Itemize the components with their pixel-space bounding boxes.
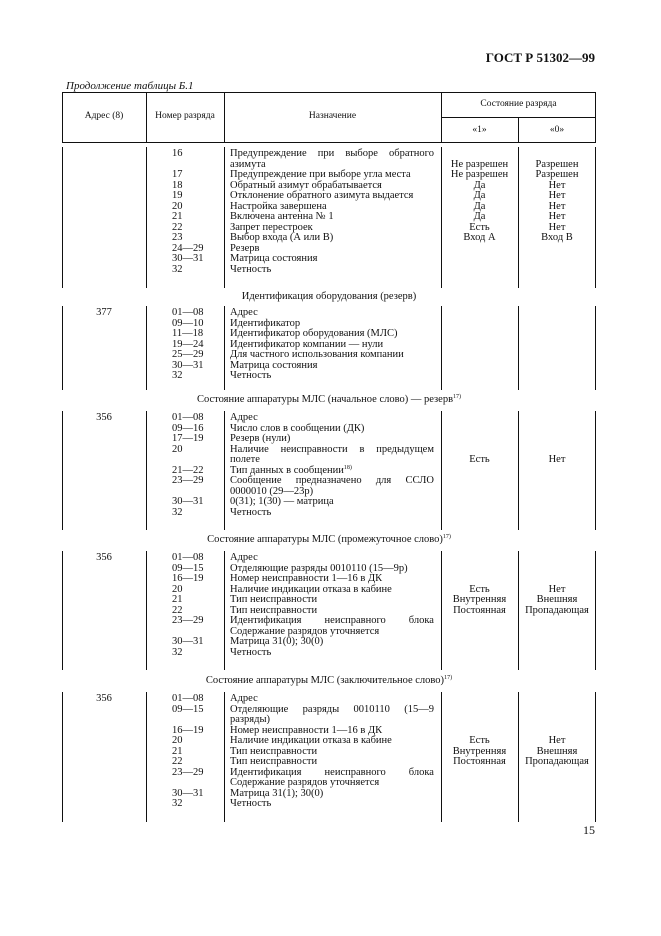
- bit-number: 17: [172, 169, 183, 180]
- purpose-text: Четность: [230, 506, 272, 518]
- purpose-text: Тип неисправности: [230, 745, 318, 757]
- bit-number: 16: [172, 148, 183, 159]
- bit-number: 11—18: [172, 328, 204, 339]
- state-0-value: Нет: [548, 221, 566, 233]
- column-divider: [224, 411, 225, 530]
- purpose-text: Отделяющие разряды 0010110 (15—9: [230, 703, 434, 715]
- column-header-state-0: «0»: [549, 125, 565, 135]
- purpose-text: Содержание разрядов уточняется: [230, 625, 380, 637]
- state-0-value: Вход В: [541, 232, 573, 243]
- state-1-value: Да: [473, 179, 486, 191]
- state-1-value: Да: [473, 200, 486, 212]
- purpose-text: Идентификатор: [230, 317, 301, 329]
- column-divider: [441, 306, 442, 390]
- header-bottom-border: [62, 142, 596, 143]
- bit-number: 23—29: [172, 766, 204, 778]
- bit-number: 21: [172, 594, 183, 605]
- state-0-value: Нет: [548, 583, 566, 595]
- state-1-value: Постоянная: [453, 604, 506, 616]
- bit-number: 32: [172, 263, 183, 275]
- bit-number: 30—31: [172, 787, 204, 799]
- purpose-text: Четность: [230, 798, 272, 809]
- bit-number: 16—19: [172, 573, 204, 584]
- state-1-value: Не разрешен: [450, 158, 509, 170]
- column-header-bit-state: Состояние разряда: [480, 99, 557, 109]
- purpose-text: Матрица 31(0); 30(0): [230, 636, 324, 647]
- bit-number: 22: [172, 756, 183, 767]
- table-left-border: [62, 306, 63, 390]
- state-0-value: Нет: [548, 190, 566, 201]
- state-0-value: Нет: [548, 735, 566, 746]
- bit-number: 32: [172, 506, 183, 518]
- purpose-text: Предупреждение при выборе обратного: [230, 148, 434, 159]
- table-left-border: [62, 692, 63, 822]
- table-top-border: [62, 92, 596, 93]
- state-1-value: Не разрешен: [450, 169, 509, 180]
- purpose-text: Предупреждение при выборе угла места: [230, 169, 411, 180]
- state-1-value: Есть: [469, 583, 490, 595]
- bit-number: 19—24: [172, 338, 204, 350]
- purpose-text: Запрет перестроек: [230, 221, 313, 233]
- state-1-value: Есть: [469, 735, 490, 746]
- state-0-value: Внешняя: [536, 594, 578, 605]
- footnote-ref: 17): [442, 534, 451, 540]
- bit-number: 17—19: [172, 433, 204, 444]
- purpose-text: Адрес: [230, 412, 258, 423]
- bit-number: 09—15: [172, 562, 204, 574]
- column-divider: [441, 411, 442, 530]
- bit-number: 22: [172, 604, 183, 616]
- table-continuation-caption: Продолжение таблицы Б.1: [66, 80, 194, 92]
- page-number: 15: [583, 823, 595, 837]
- purpose-text: разряды): [230, 714, 271, 725]
- data-table: [62, 92, 596, 822]
- address-value: 356: [96, 693, 112, 704]
- purpose-text: Идентификатор оборудования (МЛС): [230, 328, 398, 339]
- column-divider: [146, 147, 147, 288]
- state-0-value: Разрешен: [535, 169, 579, 180]
- bit-number: 23—29: [172, 475, 204, 486]
- purpose-text: Резерв: [230, 242, 260, 254]
- purpose-text: Идентификатор компании — нули: [230, 338, 384, 350]
- bit-number: 09—15: [172, 703, 204, 715]
- bit-number: 19: [172, 190, 183, 201]
- bit-number: 23: [172, 232, 183, 243]
- bit-number: 22: [172, 221, 183, 233]
- bit-number: 21: [172, 745, 183, 757]
- purpose-text: Тип неисправности: [230, 756, 318, 767]
- state-1-value: Вход А: [463, 232, 496, 243]
- column-divider: [224, 692, 225, 822]
- purpose-text: Четность: [230, 646, 272, 658]
- state-0-value: Пропадающая: [525, 604, 589, 616]
- purpose-text: Отклонение обратного азимута выдается: [230, 190, 414, 201]
- bit-number: 09—16: [172, 422, 204, 434]
- purpose-text: Отделяющие разряды 0010110 (15—9р): [230, 562, 408, 574]
- footnote-ref: 17): [444, 675, 453, 681]
- purpose-text: Идентификация неисправного блока: [230, 615, 434, 626]
- column-divider: [518, 411, 519, 530]
- section-title: Идентификация оборудования (резерв): [241, 291, 417, 302]
- address-value: 356: [96, 412, 112, 423]
- bit-number: 01—08: [172, 307, 204, 318]
- state-0-value: Разрешен: [535, 158, 579, 170]
- bit-number: 32: [172, 646, 183, 658]
- purpose-text: Матрица состояния: [230, 253, 318, 264]
- footnote-ref: 18): [343, 464, 352, 471]
- bit-number: 30—31: [172, 359, 204, 371]
- bit-number: 20: [172, 583, 183, 595]
- column-divider: [224, 551, 225, 670]
- purpose-text: Идентификация неисправного блока: [230, 766, 434, 778]
- column-header-state-1: «1»: [472, 125, 487, 135]
- state-1-value: Внутренняя: [452, 745, 507, 757]
- purpose-text: Тип неисправности: [230, 604, 318, 616]
- bit-number: 24—29: [172, 242, 204, 254]
- purpose-text: Содержание разрядов уточняется: [230, 777, 380, 788]
- bit-number: 01—08: [172, 552, 204, 563]
- bit-number: 01—08: [172, 412, 204, 423]
- purpose-text: 0000010 (29—23р): [230, 485, 314, 497]
- column-divider: [224, 147, 225, 288]
- table-left-border: [62, 411, 63, 530]
- state-1-value: Да: [473, 190, 486, 201]
- bit-number: 18: [172, 179, 183, 191]
- column-header-purpose: Назначение: [308, 111, 357, 121]
- table-right-border: [595, 306, 596, 390]
- column-header-address: Адрес (8): [84, 111, 124, 121]
- section-title: Состояние аппаратуры МЛС (заключительное слово)$^{17)}$: [205, 675, 453, 686]
- bit-number: 20: [172, 443, 183, 455]
- state-0-value: Нет: [548, 211, 566, 222]
- purpose-text: Тип неисправности: [230, 594, 318, 605]
- state-1-value: Постоянная: [453, 756, 506, 767]
- table-right-border: [595, 411, 596, 530]
- bit-number: 32: [172, 798, 183, 809]
- address-value: 377: [96, 307, 112, 318]
- section-title: Состояние аппаратуры МЛС (начальное слово) — резерв$^{17)}$: [196, 394, 462, 405]
- purpose-text: азимута: [230, 158, 266, 170]
- purpose-text: полете: [230, 454, 260, 465]
- purpose-text: Тип данных в сообщении$^{18)}$: [230, 464, 352, 476]
- bit-number: 21—22: [172, 464, 204, 476]
- column-divider: [146, 411, 147, 530]
- address-value: 356: [96, 552, 112, 563]
- purpose-text: Адрес: [230, 307, 258, 318]
- purpose-text: Выбор входа (А или В): [230, 232, 334, 243]
- purpose-text: Наличие индикации отказа в кабине: [230, 583, 392, 595]
- state-0-value: Внешняя: [536, 745, 578, 757]
- table-left-border: [62, 147, 63, 288]
- purpose-text: Включена антенна № 1: [230, 211, 334, 222]
- table-left-border: [62, 551, 63, 670]
- state-1-value: Внутренняя: [452, 594, 507, 605]
- bit-number: 20: [172, 200, 183, 212]
- bit-number: 32: [172, 370, 183, 381]
- state-0-value: Нет: [548, 179, 566, 191]
- bit-number: 09—10: [172, 317, 204, 329]
- document-id: ГОСТ Р 51302—99: [485, 50, 595, 65]
- bit-number: 30—31: [172, 253, 204, 264]
- bit-number: 21: [172, 211, 183, 222]
- column-divider: [146, 692, 147, 822]
- purpose-text: Матрица 31(1); 30(0): [230, 787, 324, 799]
- purpose-text: Четность: [230, 370, 272, 381]
- purpose-text: Наличие неисправности в предыдущем: [230, 443, 434, 455]
- purpose-text: Резерв (нули): [230, 433, 291, 444]
- state-1-value: Есть: [469, 221, 490, 233]
- column-divider: [146, 551, 147, 670]
- bit-number: 01—08: [172, 693, 204, 704]
- bit-number: 30—31: [172, 636, 204, 647]
- column-divider: [146, 306, 147, 390]
- column-divider: [224, 306, 225, 390]
- bit-number: 30—31: [172, 496, 204, 507]
- footnote-ref: 17): [453, 394, 462, 400]
- purpose-text: Для частного использования компании: [230, 349, 404, 360]
- column-header-bit-number: Номер разряда: [155, 111, 215, 121]
- state-0-value: Нет: [548, 200, 566, 212]
- purpose-text: Адрес: [230, 552, 258, 563]
- state-1-value: Да: [473, 211, 486, 222]
- column-divider: [518, 306, 519, 390]
- purpose-text: Настройка завершена: [230, 200, 327, 212]
- purpose-text: Номер неисправности 1—16 в ДК: [230, 573, 383, 584]
- purpose-text: Наличие индикации отказа в кабине: [230, 735, 392, 746]
- purpose-text: Четность: [230, 263, 272, 275]
- purpose-text: Адрес: [230, 693, 258, 704]
- purpose-text: Сообщение предназначено для ССЛО: [230, 475, 434, 486]
- state-1-value: Есть: [469, 454, 490, 465]
- section-title: Состояние аппаратуры МЛС (промежуточное слово)$^{17)}$: [207, 534, 451, 545]
- purpose-text: Обратный азимут обрабатывается: [230, 179, 382, 191]
- bit-number: 16—19: [172, 724, 204, 736]
- bit-number: 25—29: [172, 349, 204, 360]
- purpose-text: Число слов в сообщении (ДК): [230, 422, 365, 434]
- bit-number: 23—29: [172, 615, 204, 626]
- purpose-text: 0(31); 1(30) — матрица: [230, 496, 334, 507]
- state-0-value: Нет: [548, 454, 566, 465]
- state-0-value: Пропадающая: [525, 756, 589, 767]
- purpose-text: Номер неисправности 1—16 в ДК: [230, 724, 383, 736]
- purpose-text: Матрица состояния: [230, 359, 318, 371]
- bit-number: 20: [172, 735, 183, 746]
